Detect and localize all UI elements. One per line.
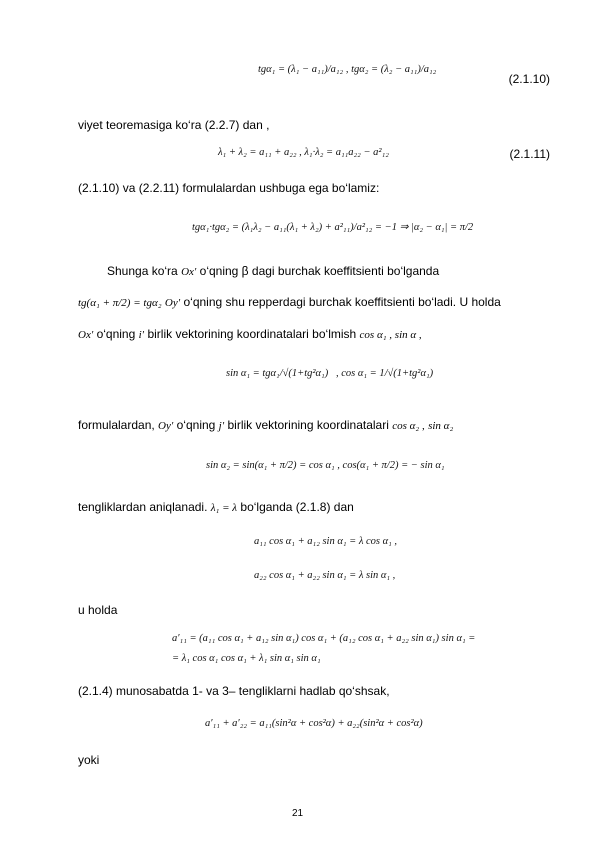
- text-line: [78, 500, 354, 515]
- equation-cos: , cos α₁ = 1/√(1+tg²α₁): [336, 368, 434, 379]
- equation-number: (2.1.11): [509, 147, 550, 161]
- text-line: (2.1.10) va (2.2.11) formulalardan ushbuga ega bo‘lamiz:: [78, 181, 380, 195]
- equation-a22: a₂₂ cos α₁ + a₂₂ sin α₁ = λ sin α₁ ,: [254, 570, 396, 581]
- equation-a11-prime: a′₁₁ = (a₁₁ cos α₁ + a₁₂ sin α₁) cos α₁ + (a₁₂ cos α₁ + a₂₂ sin α₁) sin α₁ =: [172, 633, 476, 644]
- equation-a11-prime-cont: = λ₁ cos α₁ cos α₁ + λ₁ sin α₁ sin α₁: [172, 653, 321, 664]
- text-span: o‘qning: [176, 418, 219, 432]
- equation-a11: a₁₁ cos α₁ + a₁₂ sin α₁ = λ cos α₁ ,: [254, 536, 398, 547]
- text-span: o‘qning shu repperdagi burchak koeffitsienti bo‘ladi. U holda: [183, 295, 501, 309]
- text-line: u holda: [78, 603, 118, 617]
- text-line: viyet teoremasiga ko‘ra (2.2.7) dan ,: [78, 118, 270, 132]
- math-inline: cos α₁ , sin α ,: [359, 329, 422, 341]
- math-inline: j′: [218, 420, 225, 432]
- equation-sin2: sin α₂ = sin(α₁ + π/2) = cos α₁ , cos(α₁ + π/2) = − sin α₁: [206, 460, 445, 471]
- equation-sum: a′₁₁ + a′₂₂ = a₁₁(sin²α + cos²α) + a₂₂(sin²α + cos²α): [205, 718, 423, 729]
- text-line: [78, 295, 501, 310]
- text-span: formulalardan,: [78, 418, 159, 432]
- text-span: o‘qning β dagi burchak koeffitsienti bo‘lganda: [199, 264, 440, 278]
- math-inline: Oy′: [158, 420, 174, 432]
- math-inline: i′: [138, 329, 145, 341]
- text-line: [107, 264, 439, 279]
- text-span: birlik vektorining koordinatalari: [227, 418, 393, 432]
- math-inline: Ox′: [181, 266, 197, 278]
- text-span: bo‘lganda (2.1.8) dan: [240, 500, 354, 514]
- math-inline: sin α₂: [428, 420, 454, 432]
- text-span: tengliklardan aniqlanadi.: [78, 500, 211, 514]
- text-line: yoki: [78, 753, 100, 767]
- equation-tg-product: tgα₁·tgα₂ = (λ₁λ₂ − a₁₁(λ₁ + λ₂) + a²₁₁)/a²₁₂ = −1 ⇒ |α₂ − α₁| = π/2: [192, 222, 474, 233]
- equation-2-1-10: tgα₁ = (λ₁ − a₁₁)/a₁₂ , tgα₂ = (λ₂ − a₁₁)/a₁₂: [258, 64, 437, 75]
- math-inline: Oy′: [164, 297, 181, 309]
- text-span: o‘qning: [96, 327, 139, 341]
- math-inline: λ₁ = λ: [210, 502, 238, 514]
- text-line: (2.1.4) munosabatda 1- va 3– tengliklarni hadlab qo‘shsak,: [78, 684, 390, 698]
- math-inline: cos α₂ ,: [392, 420, 425, 432]
- text-span: birlik vektorining koordinatalari bo‘lmish: [147, 327, 360, 341]
- math-inline: tg(α₁ + π/2) = tgα₂: [78, 297, 162, 309]
- equation-number: (2.1.10): [508, 72, 550, 86]
- equation-2-1-11: λ₁ + λ₂ = a₁₁ + a₂₂ , λ₁·λ₂ = a₁₁a₂₂ − a²₁₂: [218, 147, 389, 158]
- text-span: Shunga ko‘ra: [107, 264, 182, 278]
- text-line: [78, 327, 422, 342]
- text-line: [78, 418, 453, 433]
- page-number: 21: [291, 808, 304, 819]
- math-inline: Ox′: [78, 329, 94, 341]
- equation-sin: sin α₁ = tgα₁/√(1+tg²α₁): [226, 368, 329, 379]
